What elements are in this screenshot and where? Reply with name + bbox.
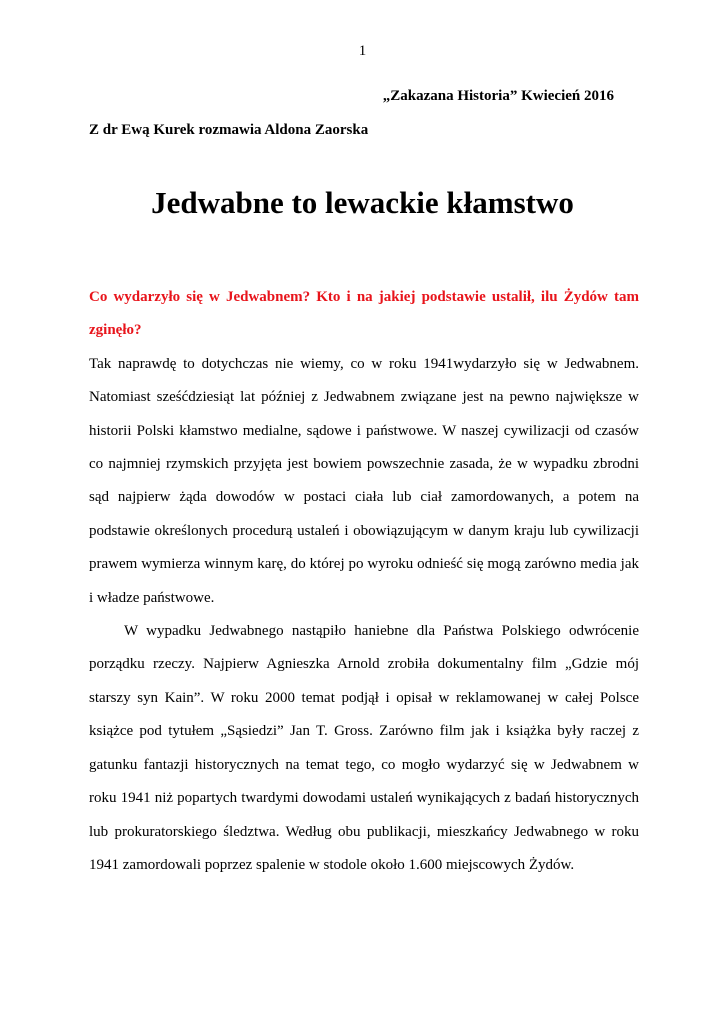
interview-question: Co wydarzyło się w Jedwabnem? Kto i na jakiej podstawie ustalił, ilu Żydów tam zginęło? bbox=[89, 289, 639, 339]
source-line: „Zakazana Historia” Kwiecień 2016 bbox=[382, 88, 614, 104]
byline: Z dr Ewą Kurek rozmawia Aldona Zaorska bbox=[89, 122, 369, 138]
answer-paragraph: W wypadku Jedwabnego nastąpiło haniebne dla Państwa Polskiego odwrócenie porządku rzeczy. Najpierw Agnieszka Arnold zrobiła dokumentalny film „Gdzie mój starszy syn Kain”. W roku 2000 temat podjął i opisał w reklamowanej w całej Polsce książce pod tytułem „Sąsiedzi” Jan T. Gross. Zarówno film jak i książka były raczej z gatunku fantazji historycznych na temat tego, co mogło wydarzyć się w Jedwabnem w roku 1941 niż popartych twardymi dowodami ustaleń wynikających z badań historycznych lub prokuratorskiego śledztwa. Według obu publikacji, mieszkańcy Jedwabnego w roku 1941 zamordowali poprzez spalenie w stodole około 1.600 miejscowych Żydów. bbox=[89, 623, 639, 873]
answer-paragraph: Tak naprawdę to dotychczas nie wiemy, co w roku 1941wydarzyło się w Jedwabnem. Natomiast sześćdziesiąt lat później z Jedwabnem związane jest na pewno największe w historii Polski kłamstwo medialne, sądowe i państwowe. W naszej cywilizacji od czasów co najmniej rzymskich przyjęta jest bowiem powszechnie zasada, że w wypadku zbrodni sąd najpierw żąda dowodów w postaci ciała lub ciał zamordowanych, a potem na podstawie określonych procedurą ustaleń i obowiązującym w danym kraju lub cywilizacji prawem wymierza winnym karę, do której po wyroku odnieść się mogą zarówno media jak i władze państwowe. bbox=[89, 355, 639, 606]
article-title: Jedwabne to lewackie kłamstwo bbox=[151, 185, 574, 220]
article-body bbox=[89, 281, 639, 882]
page-number: 1 bbox=[358, 43, 367, 59]
